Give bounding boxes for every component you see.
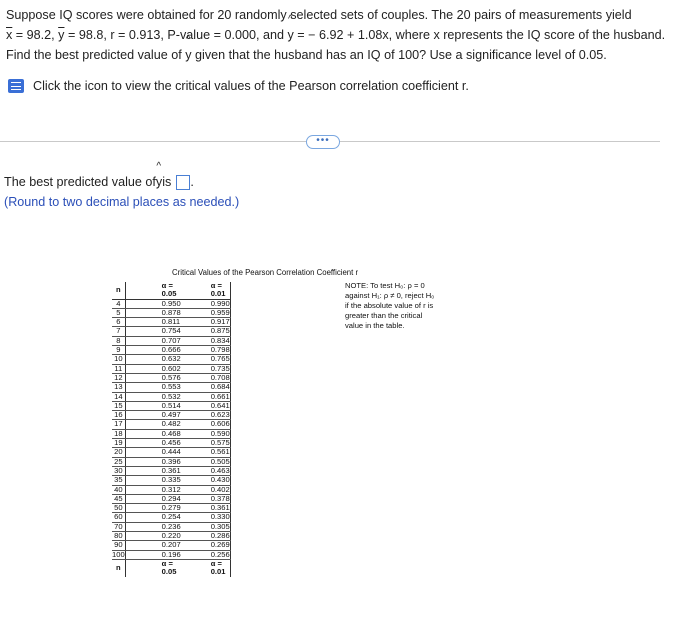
answer-prefix-b: is	[162, 175, 172, 189]
cell-alpha-001: 0.606	[181, 420, 231, 429]
cell-n: 7	[112, 327, 125, 336]
y-hat-symbol: ^ y	[185, 45, 191, 65]
cell-alpha-001: 0.256	[181, 550, 231, 559]
cell-alpha-005: 0.220	[125, 532, 181, 541]
cell-alpha-005: 0.878	[125, 308, 181, 317]
cell-alpha-001: 0.402	[181, 485, 231, 494]
cell-alpha-005: 0.553	[125, 383, 181, 392]
note-line: NOTE: To test H₀: ρ = 0	[345, 281, 425, 290]
cell-alpha-005: 0.666	[125, 346, 181, 355]
cell-alpha-005: 0.456	[125, 439, 181, 448]
cell-alpha-005: 0.279	[125, 504, 181, 513]
y-hat-symbol: ^ y	[287, 25, 293, 45]
cell-n: 30	[112, 466, 125, 475]
cell-alpha-001: 0.590	[181, 429, 231, 438]
y-bar-value: = 98.8, r = 0.913, P-value = 0.000, and	[64, 28, 288, 42]
table-row	[112, 476, 230, 485]
cell-n: 70	[112, 522, 125, 531]
answer-section	[4, 172, 239, 212]
cell-alpha-005: 0.497	[125, 411, 181, 420]
cell-alpha-005: 0.312	[125, 485, 181, 494]
cell-n: 25	[112, 457, 125, 466]
table-row	[112, 299, 230, 308]
cell-n: 16	[112, 411, 125, 420]
cell-alpha-001: 0.505	[181, 457, 231, 466]
x-bar-value: = 98.2,	[12, 28, 59, 42]
cell-n: 14	[112, 392, 125, 401]
cell-n: 100	[112, 549, 125, 559]
regression-equation: = − 6.92 + 1.08x, where x represents the IQ score of the husband.	[293, 28, 666, 42]
table-row	[112, 420, 230, 429]
cell-alpha-005: 0.236	[125, 522, 181, 531]
cell-alpha-001: 0.684	[181, 383, 231, 392]
note-line: value in the table.	[345, 321, 405, 330]
cell-alpha-005: 0.294	[125, 494, 181, 503]
cell-alpha-005: 0.532	[125, 392, 181, 401]
cell-alpha-005: 0.602	[125, 364, 181, 373]
cell-n: 20	[112, 448, 125, 457]
table-row	[112, 448, 230, 457]
table-row	[112, 355, 230, 364]
cell-alpha-005: 0.396	[125, 457, 181, 466]
cell-alpha-001: 0.305	[181, 522, 231, 531]
cell-n: 45	[112, 494, 125, 503]
cell-alpha-005: 0.754	[125, 327, 181, 336]
footer-alpha-001: α = 0.01	[181, 559, 231, 576]
more-button[interactable]: •••	[306, 135, 340, 149]
cell-alpha-001: 0.641	[181, 401, 231, 410]
table-footer-row	[112, 559, 230, 576]
cell-alpha-001: 0.575	[181, 439, 231, 448]
round-note: (Round to two decimal places as needed.)	[4, 195, 240, 209]
cell-alpha-001: 0.875	[181, 327, 231, 336]
cell-n: 90	[112, 541, 125, 550]
hypothesis-note	[345, 281, 465, 331]
note-line: against H₁: ρ ≠ 0, reject H₀	[345, 291, 435, 300]
cell-alpha-001: 0.735	[181, 364, 231, 373]
cell-n: 15	[112, 401, 125, 410]
critical-values-link-label[interactable]: Click the icon to view the critical values of the Pearson correlation coefficient r.	[33, 79, 469, 93]
table-row	[112, 513, 230, 522]
y-bar-symbol: $\overline{y}$	[58, 28, 65, 42]
critical-values-grid	[112, 282, 231, 577]
cell-n: 35	[112, 476, 125, 485]
cell-alpha-001: 0.661	[181, 392, 231, 401]
cell-n: 60	[112, 513, 125, 522]
cell-alpha-005: 0.468	[125, 429, 181, 438]
note-line: if the absolute value of r is	[345, 301, 434, 310]
cell-n: 9	[112, 346, 125, 355]
table-row	[112, 383, 230, 392]
cell-alpha-001: 0.798	[181, 346, 231, 355]
cell-alpha-005: 0.335	[125, 476, 181, 485]
cell-alpha-005: 0.514	[125, 401, 181, 410]
cell-alpha-001: 0.990	[181, 299, 231, 308]
header-n: n	[112, 282, 125, 299]
cell-alpha-001: 0.708	[181, 373, 231, 382]
table-icon[interactable]	[8, 79, 24, 93]
question-line-3	[6, 45, 686, 65]
cell-n: 40	[112, 485, 125, 494]
cell-n: 19	[112, 439, 125, 448]
cell-alpha-005: 0.444	[125, 448, 181, 457]
table-row	[112, 550, 230, 559]
cell-alpha-005: 0.196	[125, 550, 181, 559]
cell-alpha-001: 0.430	[181, 476, 231, 485]
cell-n: 5	[112, 308, 125, 317]
x-bar-symbol: $\overline{x}$	[6, 28, 13, 42]
cell-alpha-005: 0.254	[125, 513, 181, 522]
table-row	[112, 327, 230, 336]
cell-n: 8	[112, 336, 125, 345]
table-header-row	[112, 282, 230, 299]
cell-n: 18	[112, 429, 125, 438]
cell-alpha-001: 0.561	[181, 448, 231, 457]
header-alpha-005: α = 0.05	[125, 282, 181, 299]
cell-alpha-001: 0.269	[181, 541, 231, 550]
cell-n: 12	[112, 373, 125, 382]
cell-n: 6	[112, 318, 125, 327]
cell-n: 10	[112, 355, 125, 364]
table-row	[112, 392, 230, 401]
cell-n: 17	[112, 420, 125, 429]
cell-n: 50	[112, 504, 125, 513]
cell-alpha-005: 0.950	[125, 299, 181, 308]
table-row	[112, 541, 230, 550]
cell-n: 80	[112, 532, 125, 541]
cell-alpha-005: 0.632	[125, 355, 181, 364]
cell-alpha-005: 0.576	[125, 373, 181, 382]
table-row	[112, 485, 230, 494]
table-title: Critical Values of the Pearson Correlation Coefficient r	[172, 268, 359, 277]
answer-end: .	[190, 175, 194, 189]
question-text	[6, 5, 686, 65]
cell-alpha-005: 0.207	[125, 541, 181, 550]
cell-alpha-001: 0.917	[181, 318, 231, 327]
cell-alpha-005: 0.361	[125, 466, 181, 475]
cell-alpha-005: 0.707	[125, 336, 181, 345]
cell-alpha-001: 0.330	[181, 513, 231, 522]
cell-alpha-001: 0.834	[181, 336, 231, 345]
y-hat-symbol: ^ y	[156, 172, 162, 192]
cell-n: 13	[112, 383, 125, 392]
cell-n: 4	[112, 299, 125, 308]
cell-alpha-001: 0.623	[181, 411, 231, 420]
answer-input[interactable]	[176, 175, 190, 190]
cell-alpha-001: 0.765	[181, 355, 231, 364]
cell-alpha-001: 0.959	[181, 308, 231, 317]
cell-alpha-005: 0.811	[125, 318, 181, 327]
footer-n: n	[112, 559, 125, 576]
question-line-3-b: given that the husband has an IQ of 100? Use a significance level of 0.05.	[191, 48, 607, 62]
cell-alpha-001: 0.361	[181, 504, 231, 513]
question-line-1-text: Suppose IQ scores were obtained for 20 randomly selected sets of couples. The 20 pairs of measurements yield	[6, 8, 632, 22]
footer-alpha-005: α = 0.05	[161, 558, 177, 577]
header-alpha-001: α = 0.01	[181, 282, 231, 299]
cell-alpha-001: 0.463	[181, 466, 231, 475]
cell-alpha-005: 0.482	[125, 420, 181, 429]
answer-prompt	[4, 172, 239, 192]
question-line-2	[6, 25, 686, 45]
cell-n: 11	[112, 364, 125, 373]
answer-prefix-a: The best predicted value of	[4, 175, 156, 189]
question-line-3-a: Find the best predicted value of	[6, 48, 186, 62]
question-line-1	[6, 5, 686, 25]
cell-alpha-001: 0.378	[181, 494, 231, 503]
note-line: greater than the critical	[345, 311, 423, 320]
cell-alpha-001: 0.286	[181, 532, 231, 541]
critical-values-link[interactable]	[8, 77, 469, 95]
